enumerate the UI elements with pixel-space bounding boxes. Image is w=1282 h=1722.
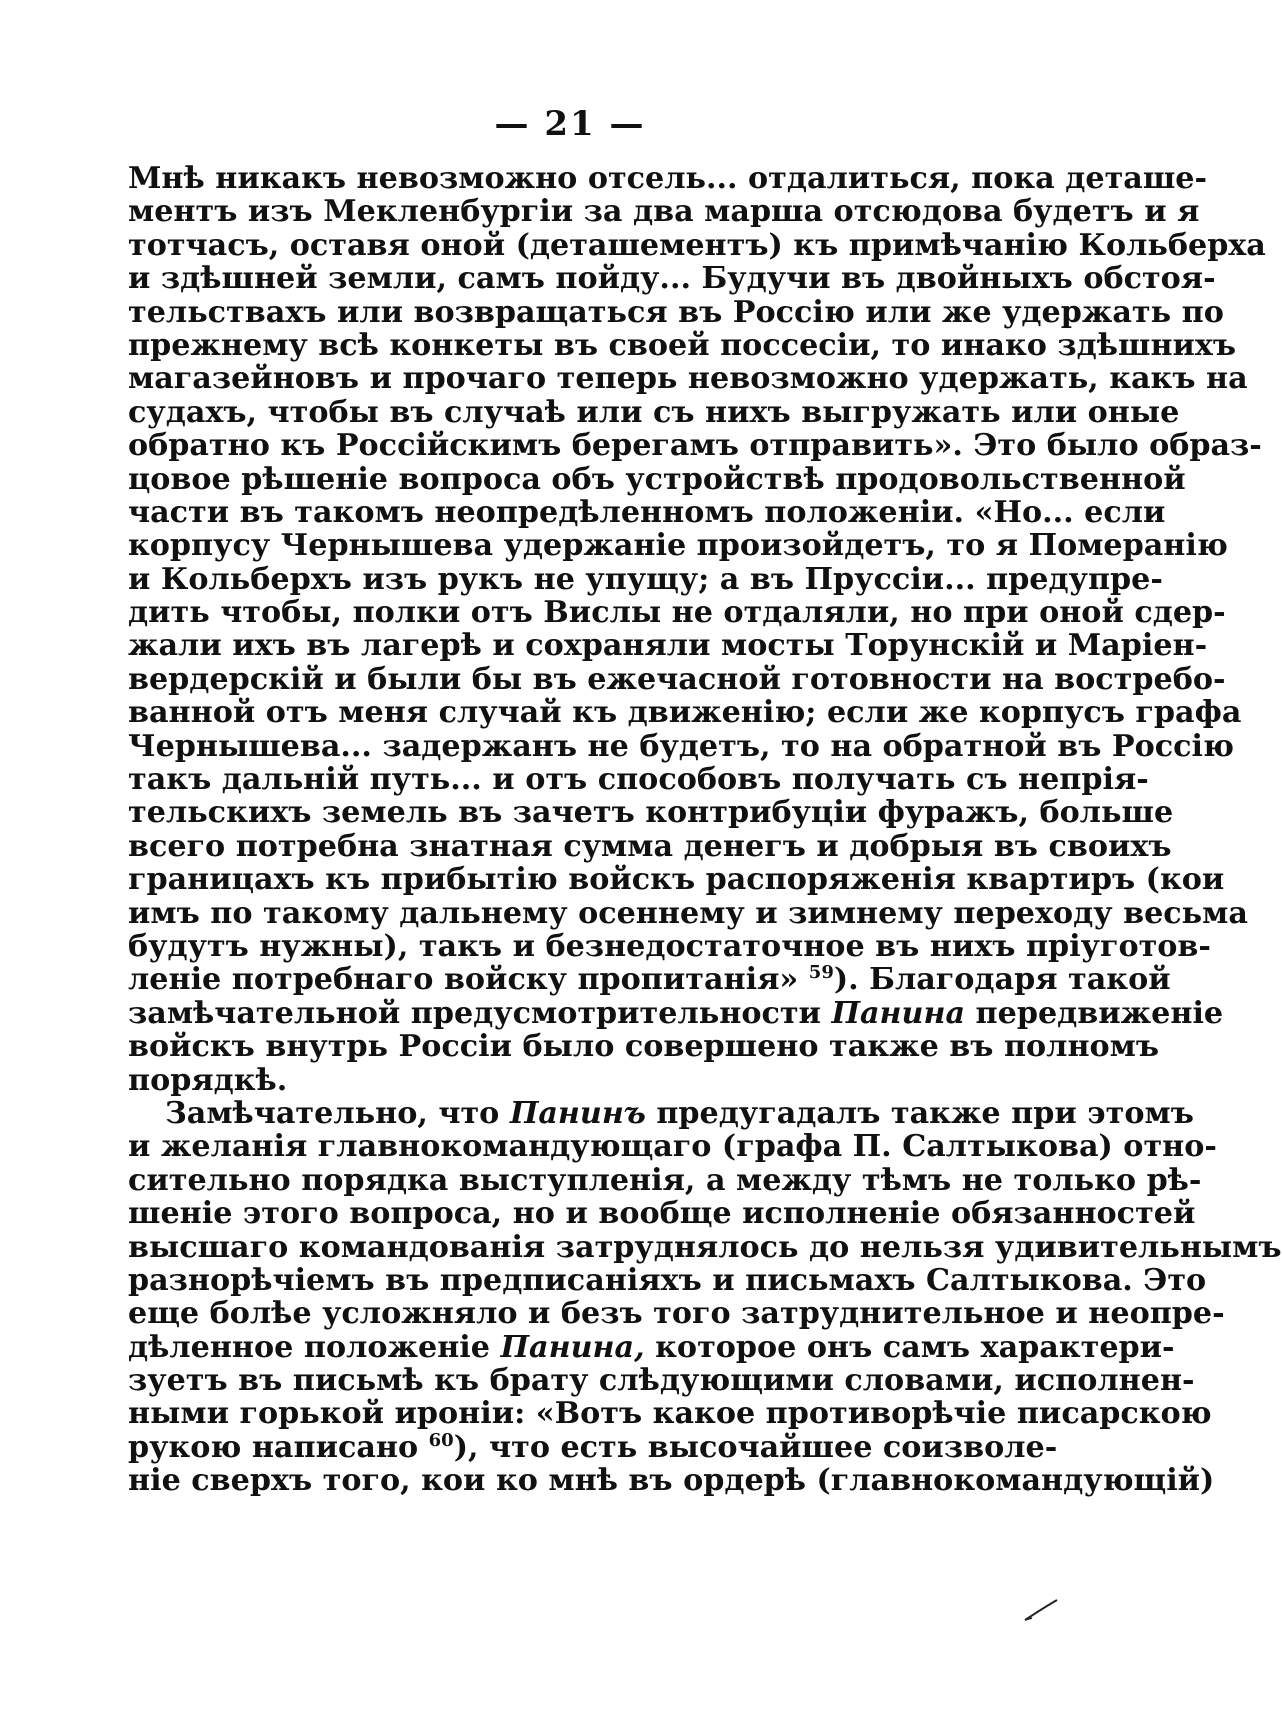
text-line <box>128 494 1166 530</box>
text-run: тельствахъ или возвращаться въ Россію или же удержать по <box>128 294 1224 330</box>
text-run: прежнему всѣ конкеты въ своей поссесіи, то инако здѣшнихъ <box>128 327 1237 363</box>
text-line <box>128 461 1186 497</box>
text-run: и Кольберхъ изъ рукъ не упущу; а въ Пруссіи... предупре- <box>128 561 1163 597</box>
text-run: корпусу Чернышева удержаніе произойдетъ, то я Померанію <box>128 528 1228 564</box>
text-run: тельскихъ земель въ зачетъ контрибуціи фуражъ, больше <box>128 795 1174 831</box>
text-line <box>128 1064 1014 1097</box>
text-run: рукою написано <box>128 1429 429 1465</box>
text-line <box>128 628 1208 664</box>
text-run: предугадалъ также при этомъ <box>645 1095 1194 1131</box>
page-number: — 21 — <box>494 104 646 144</box>
text-run: дѣленное положеніе <box>128 1329 501 1365</box>
text-line <box>128 294 1224 330</box>
text-line <box>128 595 1226 631</box>
text-run: и желанія главнокомандующаго (графа П. Салтыкова) отно- <box>128 1129 1217 1165</box>
text-line <box>128 695 1242 731</box>
text-run: леніе потребнаго войску пропитанія» <box>128 962 809 998</box>
text-line <box>128 1329 1175 1365</box>
text-run: шеніе этого вопроса, но и вообще исполненіе обязанностей <box>128 1196 1196 1232</box>
text-run: передвиженіе <box>965 995 1224 1031</box>
text-run: замѣчательной предусмотрительности <box>128 995 832 1031</box>
text-line <box>128 194 1200 230</box>
text-line <box>128 1296 1225 1332</box>
text-run: и здѣшней земли, самъ пойду... Будучи въ двойныхъ обстоя- <box>128 261 1216 297</box>
text-run: разнорѣчіемъ въ предписаніяхъ и письмахъ Салтыкова. Это <box>128 1262 1207 1298</box>
emphasis-text: Панинъ <box>509 1095 646 1131</box>
pen-mark-icon <box>1023 1598 1059 1622</box>
text-line <box>128 862 1225 898</box>
text-line <box>128 728 1234 764</box>
text-run: вердерскій и были бы въ ежечасной готовности на востребо- <box>128 661 1226 697</box>
text-run: еще болѣе усложняло и безъ того затруднительное и неопре- <box>128 1296 1225 1332</box>
text-line <box>128 1396 1212 1432</box>
text-line <box>128 795 1174 831</box>
text-line <box>128 1363 1195 1399</box>
text-run: всего потребна знатная сумма денегъ и добрыя въ своихъ <box>128 828 1172 864</box>
text-run: войскъ внутрь Россіи было совершено также въ полномъ <box>128 1029 1160 1065</box>
text-run: Чернышева... задержанъ не будетъ, то на обратной въ Россію <box>128 728 1234 764</box>
text-run: будутъ нужны), такъ и безнедостаточное въ нихъ пріуготов- <box>128 928 1211 964</box>
text-run: части въ такомъ неопредѣленномъ положеніи. «Но... если <box>128 494 1166 530</box>
text-line <box>128 661 1226 697</box>
text-run: ніе сверхъ того, кои ко мнѣ въ ордерѣ (главнокомандующій) <box>128 1463 1215 1499</box>
text-line <box>128 361 1248 397</box>
text-run: которое онъ самъ характери- <box>644 1329 1175 1365</box>
text-line <box>128 1229 1282 1265</box>
text-run: обратно къ Россійскимъ берегамъ отправить». Это было образ- <box>128 428 1262 464</box>
text-line <box>128 1129 1217 1165</box>
text-run: ), что есть высочайшее соизволе- <box>453 1429 1058 1465</box>
text-line <box>128 528 1228 564</box>
text-run: имъ по такому дальнему осеннему и зимнему переходу весьма <box>128 895 1248 931</box>
text-line <box>128 261 1216 297</box>
text-line <box>128 161 1208 196</box>
text-line <box>128 394 1180 430</box>
text-run: жали ихъ въ лагерѣ и сохраняли мосты Торунскій и Маріен- <box>128 628 1208 664</box>
text-run: такъ дальній путь... и отъ способовъ получать съ непрія- <box>128 762 1149 798</box>
text-run: судахъ, чтобы въ случаѣ или съ нихъ выгружать или оные <box>128 394 1180 430</box>
emphasis-text: Панина <box>831 995 966 1031</box>
footnote-ref: 59 <box>808 962 834 984</box>
text-run: границахъ къ прибытію войскъ распоряженія квартиръ (кои <box>128 862 1225 898</box>
emphasis-text: Панина, <box>500 1329 645 1365</box>
text-line <box>128 895 1248 931</box>
footnote-ref: 60 <box>428 1429 454 1451</box>
text-line <box>128 1162 1202 1198</box>
text-line <box>128 1029 1160 1065</box>
text-line <box>128 828 1172 864</box>
text-run: ными горькой ироніи: «Вотъ какое противорѣчіе писарскою <box>128 1396 1212 1432</box>
text-run: ). Благодаря такой <box>833 962 1171 998</box>
text-line <box>128 227 1266 263</box>
text-line <box>128 1262 1207 1298</box>
text-run: ванной отъ меня случай къ движенію; если же корпусъ графа <box>128 695 1242 731</box>
text-line <box>128 762 1149 798</box>
text-line <box>128 428 1262 464</box>
text-line <box>128 995 1224 1031</box>
text-line <box>128 962 1171 998</box>
text-run: Замѣчательно, что <box>165 1095 510 1131</box>
text-line <box>128 1463 1215 1499</box>
text-run: цовое рѣшеніе вопроса объ устройствѣ продовольственной <box>128 461 1186 497</box>
text-run: тотчасъ, оставя оной (деташементъ) къ примѣчанію Кольберха <box>128 227 1266 263</box>
text-line <box>128 1095 1194 1131</box>
text-run: Мнѣ никакъ невозможно отсель... отдалиться, пока деташе- <box>128 161 1208 196</box>
text-line <box>128 1196 1196 1232</box>
text-run: зуетъ въ письмѣ къ брату слѣдующими словами, исполнен- <box>128 1363 1195 1399</box>
text-line <box>128 928 1211 964</box>
text-run: магазейновъ и прочаго теперь невозможно удержать, какъ на <box>128 361 1248 397</box>
text-line <box>128 327 1237 363</box>
text-run: высшаго командованія затруднялось до нельзя удивительнымъ <box>128 1229 1282 1265</box>
text-run: дить чтобы, полки отъ Вислы не отдаляли, но при оной сдер- <box>128 595 1226 631</box>
text-run: ментъ изъ Мекленбургіи за два марша отсюдова будетъ и я <box>128 194 1200 230</box>
text-line <box>128 1429 1058 1465</box>
text-run: сительно порядка выступленія, а между тѣмъ не только рѣ- <box>128 1162 1202 1198</box>
text-line <box>128 561 1163 597</box>
text-run: порядкѣ. <box>128 1062 288 1098</box>
body-text <box>128 161 1282 1499</box>
